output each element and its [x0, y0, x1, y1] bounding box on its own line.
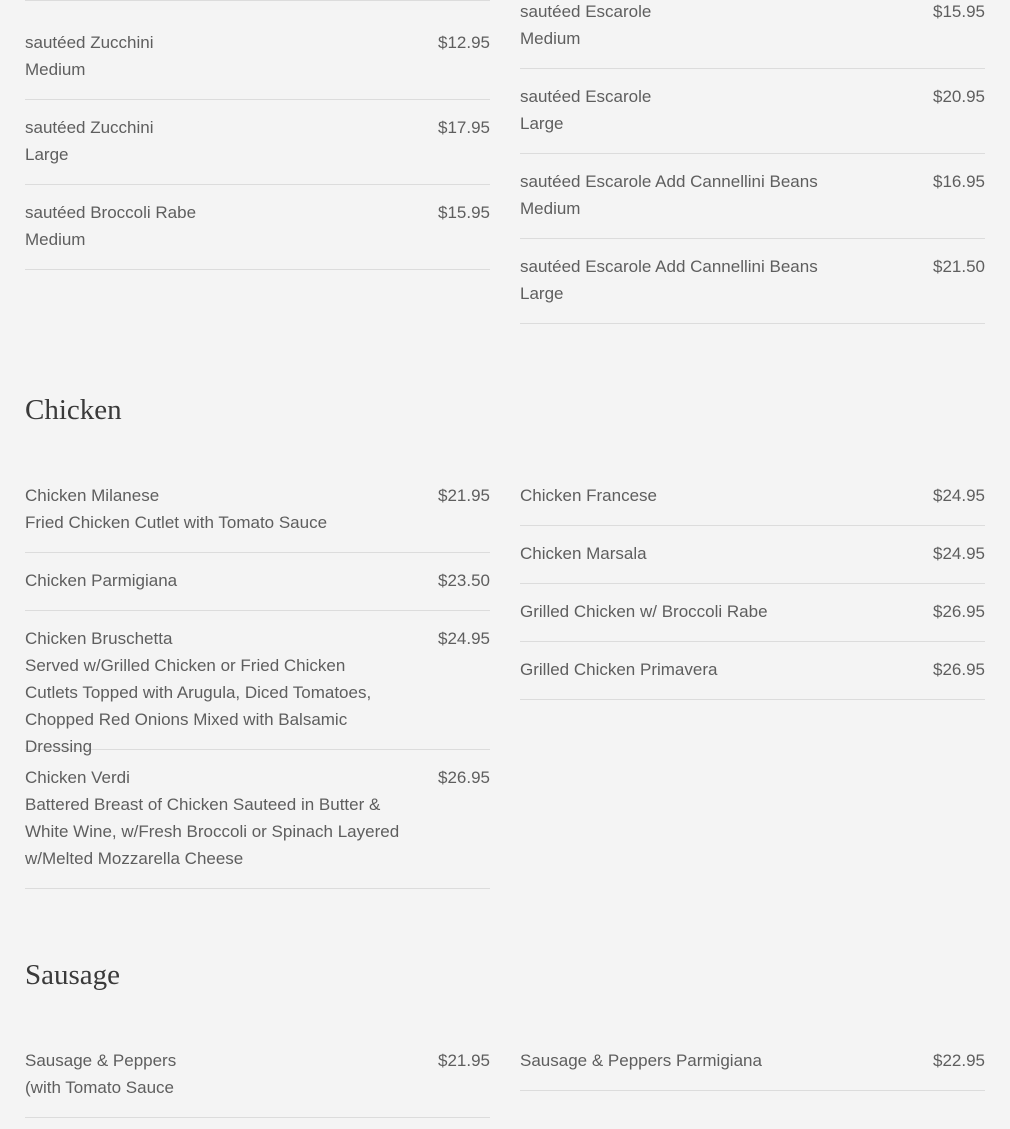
item-price: $16.95 [933, 172, 985, 191]
item-name: Chicken Francese [520, 486, 658, 505]
item-description: Fried Chicken Cutlet with Tomato Sauce [25, 513, 328, 532]
item-price: $21.95 [438, 1051, 490, 1070]
item-name: sautéed Escarole Add Cannellini Beans [520, 172, 818, 191]
item-price: $26.95 [438, 768, 490, 787]
menu-item[interactable] [520, 598, 985, 642]
item-name: Chicken Verdi [25, 768, 130, 787]
item-description: Medium [520, 29, 581, 48]
item-price: $23.50 [438, 571, 490, 590]
menu-item[interactable] [520, 253, 985, 324]
item-description: Large [25, 145, 69, 164]
item-name: sautéed Broccoli Rabe [25, 203, 197, 222]
item-description: Battered Breast of Chicken Sauteed in Butter & White Wine, w/Fresh Broccoli or Spinach Layered w/Melted Mozzarella Cheese [25, 795, 400, 868]
item-description: Medium [25, 230, 86, 249]
menu-item[interactable] [520, 482, 985, 526]
item-price: $21.50 [933, 257, 985, 276]
item-price: $15.95 [438, 203, 490, 222]
item-price: $24.95 [933, 544, 985, 563]
item-name: sautéed Escarole [520, 87, 652, 106]
item-name: Chicken Bruschetta [25, 629, 173, 648]
menu-item[interactable] [520, 83, 985, 154]
menu-item[interactable] [520, 1047, 985, 1091]
item-description: Large [520, 114, 564, 133]
item-price: $26.95 [933, 602, 985, 621]
section-title-sausage: Sausage [25, 959, 121, 991]
item-price: $15.95 [933, 2, 985, 21]
item-description: Medium [520, 199, 581, 218]
section-title-chicken: Chicken [25, 394, 122, 426]
item-name: Grilled Chicken Primavera [520, 660, 718, 679]
menu-item[interactable] [25, 625, 490, 756]
item-description: Medium [25, 60, 86, 79]
menu-item[interactable] [25, 764, 490, 889]
menu-item[interactable] [25, 29, 490, 100]
item-price: $22.95 [933, 1051, 985, 1070]
item-price: $26.95 [933, 660, 985, 679]
divider [25, 0, 490, 1]
item-description: Large [520, 284, 564, 303]
menu-item[interactable] [520, 0, 985, 69]
menu-item[interactable] [25, 482, 490, 553]
item-price: $21.95 [438, 486, 490, 505]
item-name: Chicken Milanese [25, 486, 160, 505]
menu-item[interactable] [25, 1047, 490, 1118]
item-description: (with Tomato Sauce [25, 1078, 174, 1097]
item-name: Sausage & Peppers [25, 1051, 177, 1070]
menu-item[interactable] [520, 540, 985, 584]
item-price: $20.95 [933, 87, 985, 106]
item-price: $24.95 [933, 486, 985, 505]
item-name: Grilled Chicken w/ Broccoli Rabe [520, 602, 768, 621]
menu-item[interactable] [25, 114, 490, 185]
menu-item[interactable] [25, 567, 490, 611]
item-name: sautéed Zucchini [25, 118, 154, 137]
item-price: $24.95 [438, 629, 490, 648]
menu-item[interactable] [520, 656, 985, 700]
item-name: Sausage & Peppers Parmigiana [520, 1051, 762, 1070]
menu-item[interactable] [25, 199, 490, 270]
item-name: Chicken Parmigiana [25, 571, 178, 590]
item-price: $17.95 [438, 118, 490, 137]
item-name: sautéed Escarole Add Cannellini Beans [520, 257, 818, 276]
item-price: $12.95 [438, 33, 490, 52]
item-name: sautéed Escarole [520, 2, 652, 21]
item-name: sautéed Zucchini [25, 33, 154, 52]
item-description: Served w/Grilled Chicken or Fried Chicken Cutlets Topped with Arugula, Diced Tomatoes, Chopped Red Onions Mixed with Balsamic Dressing [25, 656, 372, 756]
menu-item[interactable] [520, 168, 985, 239]
item-name: Chicken Marsala [520, 544, 647, 563]
